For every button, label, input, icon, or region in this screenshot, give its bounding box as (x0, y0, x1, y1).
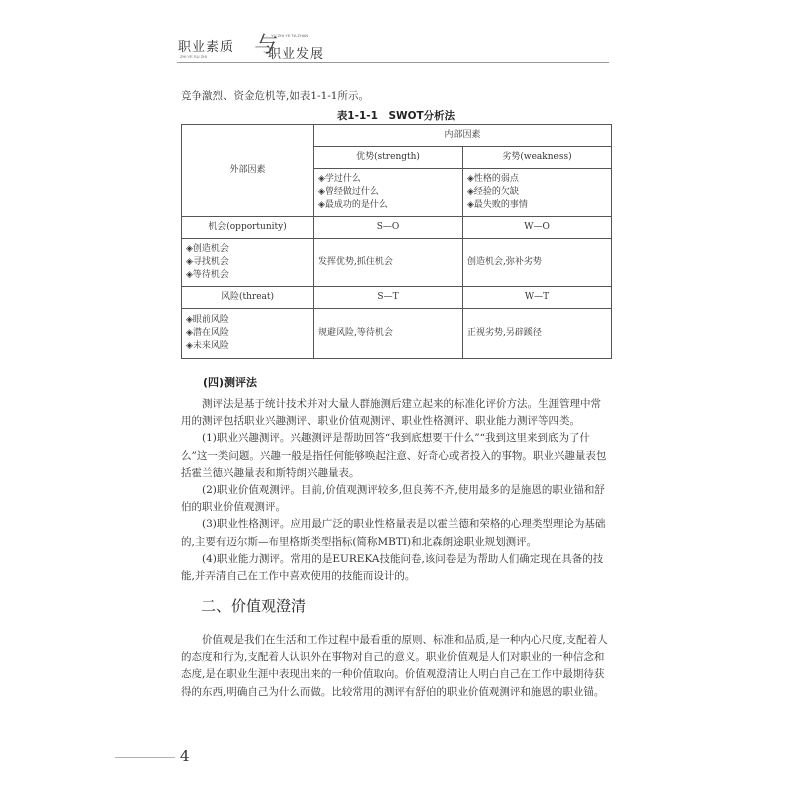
header-rule (177, 62, 609, 63)
table-caption: 表1-1-1 SWOT分析法 (336, 110, 456, 122)
wt-label: W—T (463, 287, 612, 309)
section-heading-values: 二、价值观澄清 (201, 597, 307, 615)
values-body (181, 632, 611, 701)
paragraph: (4)职业能力测评。常用的是EUREKA技能问卷,该问卷是为帮助人们确定现在具备的技能,并弄清自己在工作中喜欢使用的技能而设计的。 (181, 552, 604, 583)
opportunity-item: ◈等待机会 (186, 270, 229, 280)
wt-strategy: 正视劣势,另辟蹊径 (463, 309, 612, 359)
st-strategy: 规避风险,等待机会 (314, 309, 463, 359)
threat-item: ◈眼前风险 (186, 315, 229, 325)
running-header (178, 30, 438, 70)
weakness-item: ◈最失败的事情 (467, 200, 528, 210)
threat-header: 风险(threat) (182, 287, 314, 309)
strength-item: ◈曾经做过什么 (318, 187, 379, 197)
external-factors-header: 外部因素 (182, 125, 314, 217)
opportunity-item: ◈寻找机会 (186, 257, 229, 267)
st-label: S—T (314, 287, 463, 309)
strength-item: ◈学过什么 (318, 174, 361, 184)
header-pinyin-1: ZHI YE SU ZHI (180, 54, 208, 59)
paragraph: (2)职业价值观测评。目前,价值观测评较多,但良莠不齐,使用最多的是施恩的职业锚和舒伯的职业价值观测评。 (181, 484, 605, 514)
opportunity-item: ◈创造机会 (186, 244, 229, 254)
subheading-assessment: (四)测评法 (203, 376, 258, 389)
threat-item: ◈潜在风险 (186, 328, 229, 338)
strength-header: 优势(strength) (314, 147, 463, 169)
header-yu: 与 (253, 33, 276, 58)
header-title-part2: 职业发展 (268, 47, 325, 62)
strength-item: ◈最成功的是什么 (318, 200, 388, 210)
so-label: S—O (314, 217, 463, 239)
threat-item: ◈未来风险 (186, 341, 229, 351)
threat-items (182, 309, 314, 359)
intro-text: 竞争激烈、资金危机等,如表1-1-1所示。 (181, 90, 369, 102)
weakness-item: ◈性格的弱点 (467, 174, 519, 184)
footer-rule (115, 757, 175, 758)
wo-label: W—O (463, 217, 612, 239)
internal-factors-header: 内部因素 (314, 125, 612, 147)
header-title-part1: 职业素质 (178, 40, 235, 55)
swot-table (181, 124, 612, 359)
assessment-body (181, 396, 611, 585)
weakness-items (463, 169, 612, 217)
strength-items (314, 169, 463, 217)
header-pinyin-2: YU ZHI YE FA ZHAN (271, 33, 309, 38)
paragraph: 测评法是基于统计技术并对大量人群施测后建立起来的标准化评价方法。生涯管理中常用的测评包括职业兴趣测评、职业价值观测评、职业性格测评、职业能力测评等四类。 (181, 398, 601, 428)
wo-strategy: 创造机会,弥补劣势 (463, 239, 612, 287)
page-number: 4 (180, 747, 190, 765)
opportunity-header: 机会(opportunity) (182, 217, 314, 239)
weakness-item: ◈经验的欠缺 (467, 187, 519, 197)
paragraph: (3)职业性格测评。应用最广泛的职业性格量表是以霍兰德和荣格的心理类型理论为基础的,主要有迈尔斯—布里格斯类型指标(简称MBTI)和北森朗途职业规划测评。 (181, 518, 606, 548)
paragraph: 价值观是我们在生活和工作过程中最看重的原则、标准和品质,是一种内心尺度,支配着人的态度和行为,支配着人认识外在事物对自己的意义。职业价值观是人们对职业的一种信念和态度,是在职业生涯中表现出来的一种价值取向。价值观澄清让人明白自己在工作中最期待获得的东西,明确自己为什么而做。比较常用的测评有舒伯的职业价值观测评和施恩的职业锚。 (181, 634, 608, 698)
paragraph: (1)职业兴趣测评。兴趣测评是帮助回答“我到底想要干什么”“我到这里来到底为了什么”这一类问题。兴趣一般是指任何能够唤起注意、好奇心或者投入的事物。职业兴趣量表包括霍兰德兴趣量表和斯特朗兴趣量表。 (181, 432, 607, 479)
opportunity-items (182, 239, 314, 287)
so-strategy: 发挥优势,抓住机会 (314, 239, 463, 287)
weakness-header: 劣势(weakness) (463, 147, 612, 169)
